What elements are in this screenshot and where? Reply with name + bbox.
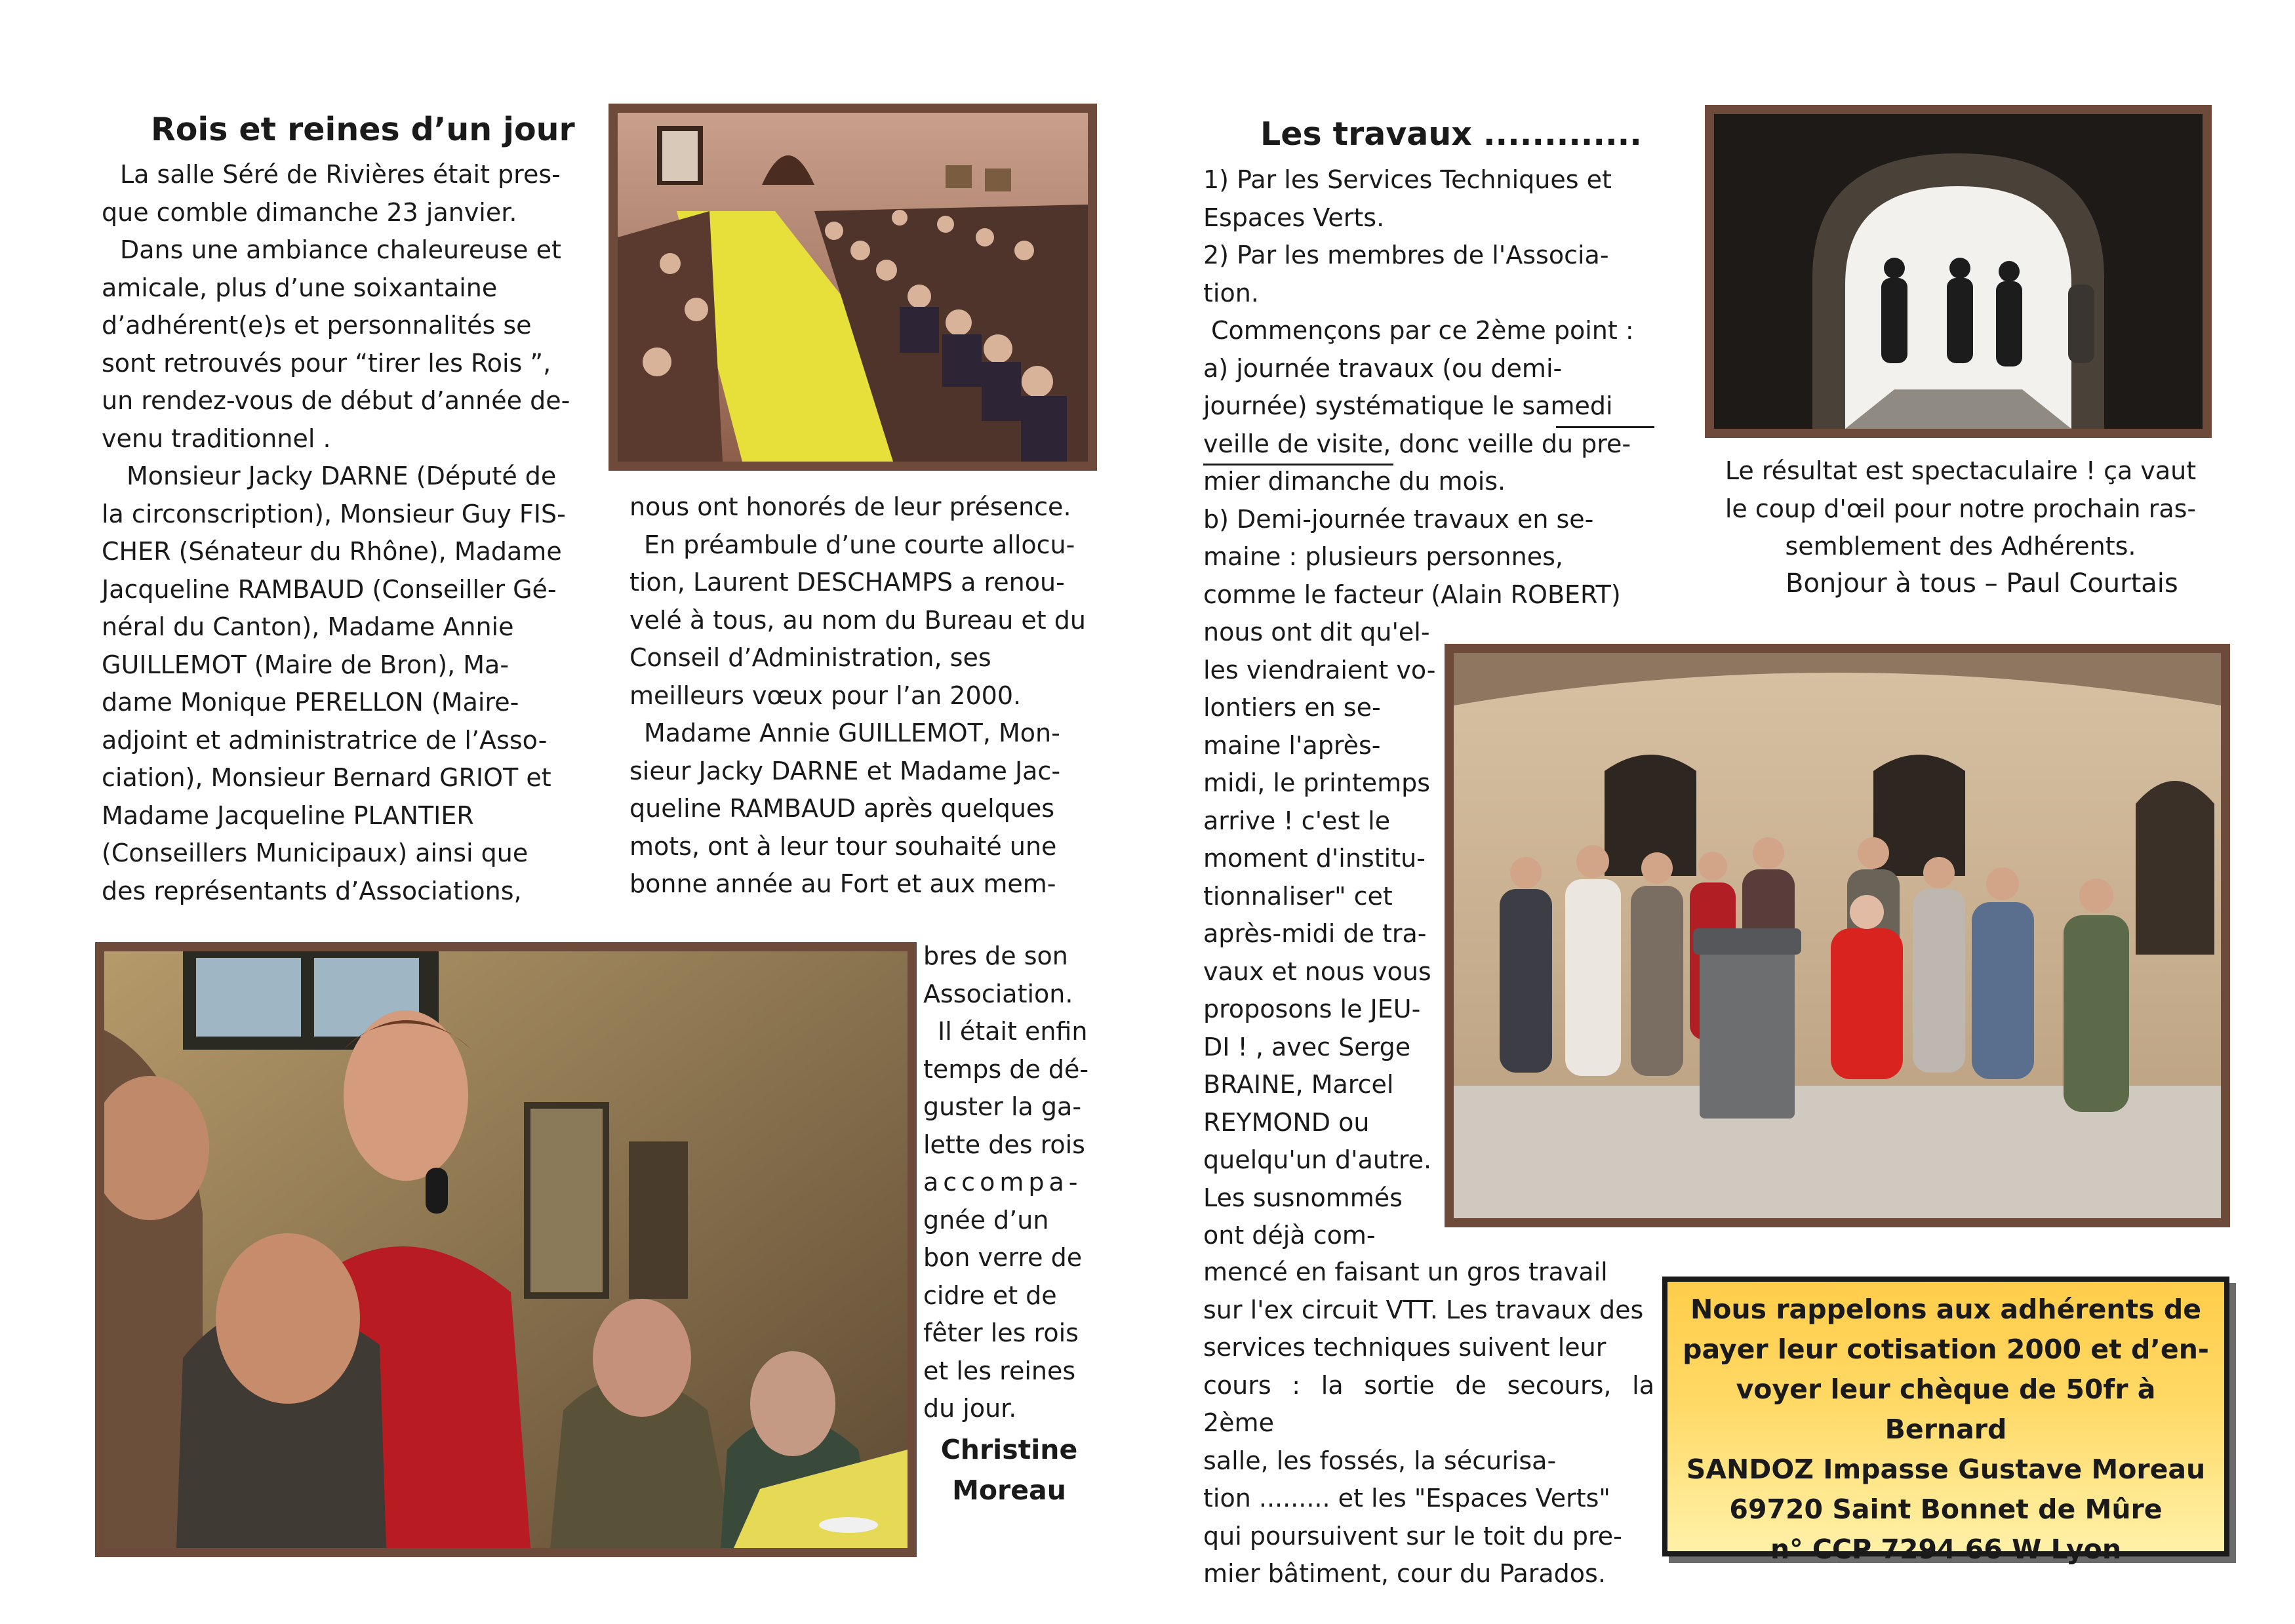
text-line: CHER (Sénateur du Rhône), Madame — [102, 537, 562, 566]
right-article-title: Les travaux ............. — [1260, 115, 1642, 153]
text-line: Conseil d’Administration, ses — [629, 643, 991, 672]
text-line: salle, les fossés, la sécurisa- — [1203, 1446, 1557, 1475]
photo-tunnel — [1705, 105, 2212, 438]
text-line: velé à tous, au nom du Bureau et du — [629, 605, 1086, 635]
right-article-narrow — [1203, 614, 1438, 1255]
text-line: BRAINE, Marcel — [1203, 1070, 1394, 1099]
text-line: fêter les rois — [923, 1318, 1079, 1347]
notice-line: SANDOZ Impasse Gustave Moreau — [1686, 1454, 2206, 1485]
text-line: sont retrouvés pour “tirer les Rois ”, — [102, 348, 551, 378]
text-line: le coup d'œil pour notre prochain ras- — [1725, 494, 2197, 523]
text-line: tion ......... et les "Espaces Verts" — [1203, 1484, 1610, 1513]
text-line: Espaces Verts. — [1203, 203, 1385, 232]
left-article-title: Rois et reines d’un jour — [151, 111, 575, 148]
notice-line: voyer leur chèque de 50fr à Bernard — [1736, 1374, 2156, 1445]
text-line: veille de visite, donc veille du pre- — [1203, 429, 1631, 458]
text-line: b) Demi-journée travaux en se- — [1203, 504, 1594, 534]
left-article-signature — [923, 1429, 1095, 1511]
text-line: mots, ont à leur tour souhaité une — [629, 831, 1057, 861]
text-line: tionnaliser" cet — [1203, 881, 1393, 911]
greeting-signature: Bonjour à tous – Paul Courtais — [1786, 568, 2178, 599]
text-line: GUILLEMOT (Maire de Bron), Ma- — [102, 650, 509, 679]
text-line: bon verre de — [923, 1243, 1083, 1272]
text-line: journée) systématique le samedi — [1203, 391, 1613, 420]
photo-banquet-tables — [609, 104, 1097, 471]
left-article-middle — [629, 488, 1095, 903]
text-line: temps de dé- — [923, 1054, 1089, 1084]
text-line: REYMOND ou — [1203, 1107, 1370, 1137]
text-line: Monsieur Jacky DARNE (Député de — [127, 462, 557, 490]
text-line: sieur Jacky DARNE et Madame Jac- — [629, 756, 1061, 785]
left-article-intro — [102, 156, 585, 910]
text-line: Madame Jacqueline PLANTIER — [102, 801, 474, 830]
text-line: après-midi de tra- — [1203, 919, 1427, 948]
right-article-points — [1203, 161, 1654, 614]
right-article-bottom — [1203, 1254, 1654, 1593]
signature-last-name: Moreau — [952, 1475, 1066, 1506]
text-line: mier dimanche du mois. — [1203, 467, 1506, 496]
notice-line: Nous rappelons aux adhérents de — [1690, 1294, 2202, 1325]
text-line: maine : plusieurs personnes, — [1203, 542, 1563, 571]
text-line: maine l'après- — [1203, 730, 1381, 760]
text-line: comme le facteur (Alain ROBERT) — [1203, 580, 1621, 609]
text-line: (Conseillers Municipaux) ainsi que — [102, 839, 529, 867]
text-line: 2) Par les membres de l'Associa- — [1203, 241, 1609, 269]
text-line: a) journée travaux (ou demi- — [1203, 353, 1563, 383]
underline-veille-de-visite — [1203, 464, 1393, 465]
left-article-narrow — [923, 938, 1095, 1428]
text-line: néral du Canton), Madame Annie — [102, 612, 514, 641]
text-line: que comble dimanche 23 janvier. — [102, 197, 517, 227]
text-line: un rendez-vous de début d’année de- — [102, 386, 570, 415]
signature-first-name: Christine — [940, 1434, 1078, 1465]
text-line: Dans une ambiance chaleureuse et — [120, 235, 561, 264]
text-line: du jour. — [923, 1394, 1017, 1423]
text-line: quelqu'un d'autre. — [1203, 1145, 1432, 1174]
text-line: Madame Annie GUILLEMOT, Mon- — [644, 719, 1060, 747]
notice-line: n° CCP 7294 66 W Lyon — [1770, 1534, 2122, 1565]
text-line: tion, Laurent DESCHAMPS a renou- — [629, 568, 1065, 597]
text-line: services techniques suivent leur — [1203, 1333, 1606, 1362]
text-line: 1) Par les Services Techniques et — [1203, 165, 1612, 194]
text-line: d’adhérent(e)s et personnalités se — [102, 311, 532, 340]
text-line: venu traditionnel . — [102, 424, 331, 453]
text-line: Association. — [923, 979, 1073, 1008]
tunnel-caption — [1698, 452, 2223, 566]
text-line: mencé en faisant un gros travail — [1203, 1258, 1608, 1286]
notice-line: 69720 Saint Bonnet de Mûre — [1729, 1494, 2163, 1525]
text-line: vaux et nous vous — [1203, 957, 1431, 986]
text-line: Jacqueline RAMBAUD (Conseiller Gé- — [102, 574, 557, 604]
text-line: Commençons par ce 2ème point : — [1211, 316, 1634, 345]
text-line: bres de son — [923, 941, 1068, 970]
photo-volunteer-group — [1445, 644, 2230, 1227]
text-line: sur l'ex circuit VTT. Les travaux des — [1203, 1295, 1644, 1324]
text-line: Les susnommés — [1203, 1183, 1403, 1212]
text-line: La salle Séré de Rivières était pres- — [120, 160, 561, 189]
text-line: dame Monique PERELLON (Maire- — [102, 688, 519, 717]
text-line: gnée d’un — [923, 1205, 1049, 1235]
text-line: Le résultat est spectaculaire ! ça vaut — [1725, 456, 2197, 485]
text-line: qui poursuivent sur le toit du pre- — [1203, 1521, 1622, 1551]
text-line: amicale, plus d’une soixantaine — [102, 273, 498, 302]
text-line: bonne année au Fort et aux mem- — [629, 869, 1056, 898]
text-line: semblement des Adhérents. — [1785, 532, 2136, 561]
text-line: queline RAMBAUD après quelques — [629, 794, 1055, 823]
text-line: les viendraient vo- — [1203, 655, 1436, 684]
text-line: nous ont honorés de leur présence. — [629, 492, 1071, 521]
text-line: DI ! , avec Serge — [1203, 1032, 1411, 1061]
text-line: guster la ga- — [923, 1092, 1082, 1121]
photo-speech-microphone — [95, 942, 917, 1557]
membership-fee-notice — [1662, 1277, 2229, 1565]
text-line: midi, le printemps — [1203, 768, 1431, 797]
text-line: lette des rois — [923, 1130, 1085, 1159]
notice-line: payer leur cotisation 2000 et d’en- — [1683, 1334, 2209, 1365]
text-line: tion. — [1203, 278, 1259, 307]
text-line: cours : la sortie de secours, la 2ème — [1203, 1370, 1654, 1437]
text-line: ont déjà com- — [1203, 1221, 1376, 1250]
text-line: adjoint et administratrice de l’Asso- — [102, 725, 548, 755]
text-line: mier bâtiment, cour du Parados. — [1203, 1559, 1606, 1588]
underline-samedi — [1556, 426, 1654, 428]
text-line: arrive ! c'est le — [1203, 806, 1391, 835]
text-line: des représentants d’Associations, — [102, 876, 522, 905]
text-line: proposons le JEU- — [1203, 995, 1421, 1023]
text-line: Il était enfin — [938, 1017, 1088, 1046]
text-line: moment d'institu- — [1203, 844, 1426, 873]
text-line: accompa- — [923, 1168, 1083, 1197]
text-line: la circonscription), Monsieur Guy FIS- — [102, 499, 566, 528]
text-line: nous ont dit qu'el- — [1203, 618, 1430, 646]
text-line: et les reines — [923, 1356, 1076, 1385]
text-line: lontiers en se- — [1203, 693, 1381, 722]
text-line: ciation), Monsieur Bernard GRIOT et — [102, 763, 551, 792]
text-line: cidre et de — [923, 1280, 1057, 1310]
text-line: En préambule d’une courte allocu- — [644, 530, 1075, 559]
text-line: meilleurs vœux pour l’an 2000. — [629, 681, 1022, 710]
